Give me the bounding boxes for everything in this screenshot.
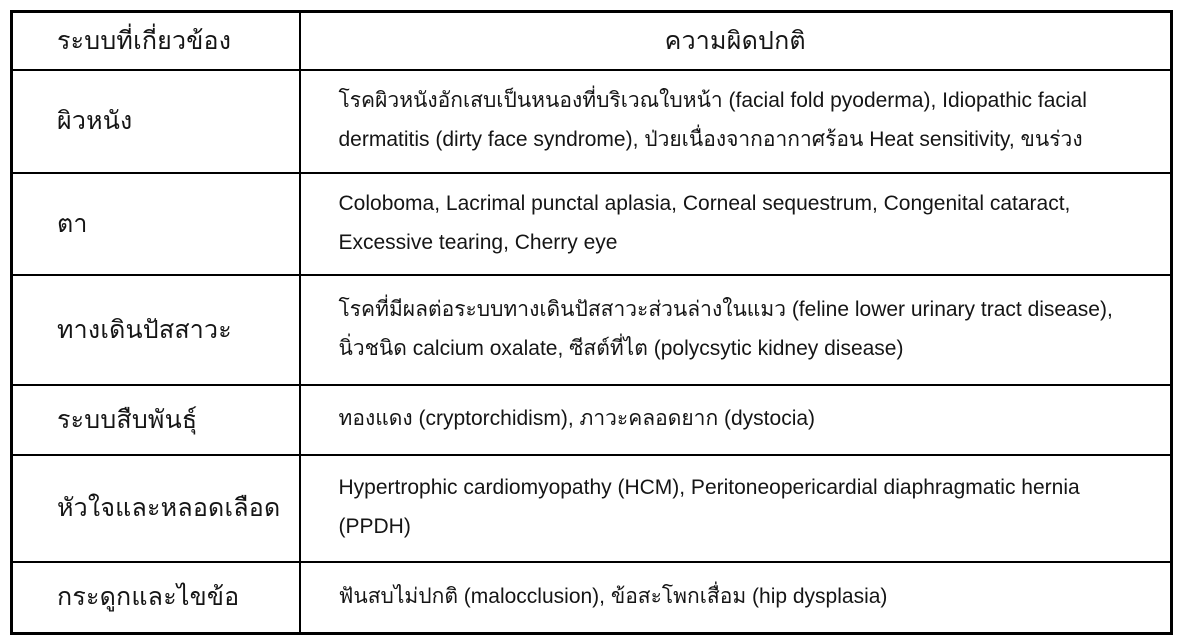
abnormality-cell: ฟันสบไม่ปกติ (malocclusion), ข้อสะโพกเสื่อม (hip dysplasia) (300, 562, 1172, 634)
abnormality-cell: ทองแดง (cryptorchidism), ภาวะคลอดยาก (dystocia) (300, 385, 1172, 455)
abnormality-cell: โรคผิวหนังอักเสบเป็นหนองที่บริเวณใบหน้า (facial fold pyoderma), Idiopathic facial dermatitis (dirty face syndrome), ป่วยเนื่องจากอากาศร้อน Heat sensitivity, ขนร่วง (300, 70, 1172, 173)
table-row (12, 455, 1172, 562)
header-abnormality: ความผิดปกติ (300, 12, 1172, 70)
system-cell: หัวใจและหลอดเลือด (12, 455, 300, 562)
abnormality-table (10, 10, 1173, 635)
system-cell: ตา (12, 173, 300, 275)
system-cell: ผิวหนัง (12, 70, 300, 173)
header-system: ระบบที่เกี่ยวข้อง (12, 12, 300, 70)
system-cell: ระบบสืบพันธุ์ (12, 385, 300, 455)
table-row (12, 275, 1172, 385)
abnormality-cell: โรคที่มีผลต่อระบบทางเดินปัสสาวะส่วนล่างในแมว (feline lower urinary tract disease), นิ่วชนิด calcium oxalate, ซีสต์ที่ไต (polycsytic kidney disease) (300, 275, 1172, 385)
table-row (12, 70, 1172, 173)
system-cell: ทางเดินปัสสาวะ (12, 275, 300, 385)
table-row (12, 385, 1172, 455)
table-row (12, 173, 1172, 275)
system-cell: กระดูกและไขข้อ (12, 562, 300, 634)
table-row (12, 562, 1172, 634)
header-row (12, 12, 1172, 70)
table-body (12, 70, 1172, 634)
abnormality-cell: Coloboma, Lacrimal punctal aplasia, Corneal sequestrum, Congenital cataract, Excessive tearing, Cherry eye (300, 173, 1172, 275)
abnormality-cell: Hypertrophic cardiomyopathy (HCM), Peritoneopericardial diaphragmatic hernia (PPDH) (300, 455, 1172, 562)
